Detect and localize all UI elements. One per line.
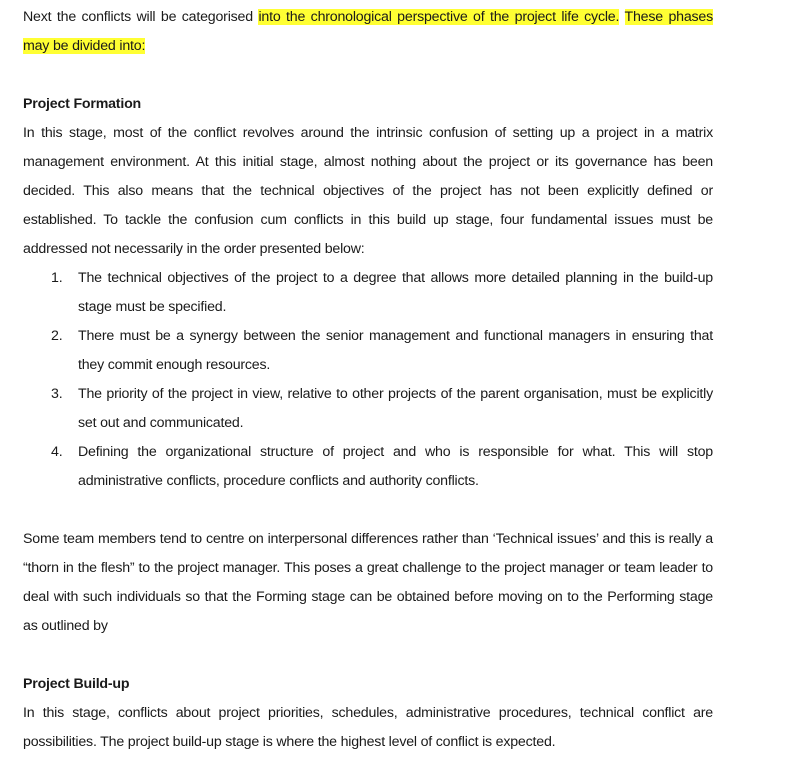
highlighted-text-1: into the chronological perspective of the project life cycle. (258, 9, 620, 25)
list-item-number: 3. (51, 386, 63, 402)
list-item-number: 1. (51, 270, 63, 286)
section-heading-project-formation: Project Formation (23, 96, 141, 112)
intro-paragraph (23, 3, 713, 61)
list-item-text: There must be a synergy between the senior management and functional managers in ensuring that they commit enough resources. (78, 328, 713, 373)
list-item-text: The technical objectives of the project to a degree that allows more detailed planning in the build-up stage must be specified. (78, 270, 713, 315)
highlighted-text-2: These phases may be divided into: (23, 9, 713, 54)
document-page (23, 3, 713, 757)
list-item (23, 322, 713, 380)
list-item (23, 264, 713, 322)
paragraph-spacer (23, 496, 713, 525)
section-heading-project-build-up: Project Build-up (23, 676, 130, 692)
team-members-paragraph: Some team members tend to centre on interpersonal differences rather than ‘Technical issues’ and this is really a “thorn in the flesh” to the project manager. This poses a great challenge to the project manager or team leader to deal with such individuals so that the Forming stage can be obtained before moving on to the Performing stage as outlined by (23, 531, 713, 634)
list-item-text: The priority of the project in view, relative to other projects of the parent organisation, must be explicitly set out and communicated. (78, 386, 713, 431)
intro-space (619, 9, 624, 25)
list-item (23, 380, 713, 438)
list-item (23, 438, 713, 496)
project-build-up-paragraph: In this stage, conflicts about project priorities, schedules, administrative procedures, technical conflict are possibilities. The project build-up stage is where the highest level of conflict is expected. (23, 705, 713, 750)
list-item-text: Defining the organizational structure of project and who is responsible for what. This will stop administrative conflicts, procedure conflicts and authority conflicts. (78, 444, 713, 489)
project-formation-paragraph: In this stage, most of the conflict revolves around the intrinsic confusion of setting up a project in a matrix management environment. At this initial stage, almost nothing about the project or its governance has been decided. This also means that the technical objectives of the project has not been explicitly defined or established. To tackle the confusion cum conflicts in this build up stage, four fundamental issues must be addressed not necessarily in the order presented below: (23, 125, 713, 257)
fundamental-issues-list (23, 264, 713, 496)
list-item-number: 2. (51, 328, 63, 344)
intro-text: Next the conflicts will be categorised (23, 9, 259, 25)
list-item-number: 4. (51, 444, 63, 460)
